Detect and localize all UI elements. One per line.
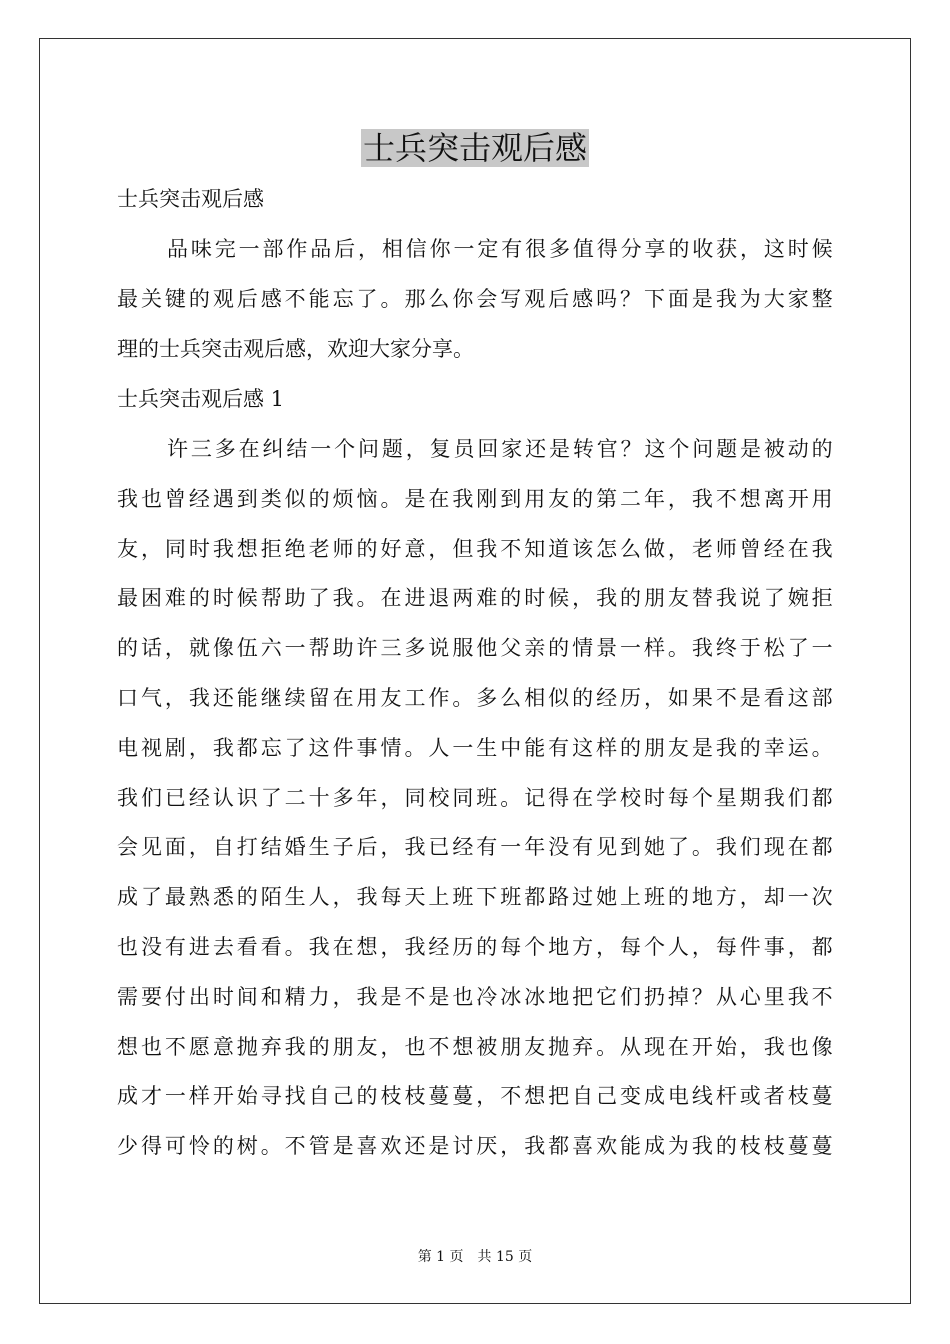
paragraph-line: 最 困 难 的 时 候 帮 助 了 我 。 在 进 退 两 难 的 时 候 ， 我 的 朋 友 替 我 说 了 婉 拒 [117,586,833,611]
paragraph-line: 我 们 已 经 认 识 了 二 十 多 年 ， 同 校 同 班 。 记 得 在 学 校 时 每 个 星 期 我 们 都 [117,785,833,810]
paragraph-line: 的 话 ， 就 像 伍 六 一 帮 助 许 三 多 说 服 他 父 亲 的 情 景 一 样 。 我 终 于 松 了 一 [117,636,833,661]
document-subtitle: 士兵突击观后感 [117,187,264,211]
paragraph-line: 许 三 多 在 纠 结 一 个 问 题 ， 复 员 回 家 还 是 转 官 ？ 这 个 问 题 是 被 动 的 [167,437,833,461]
paragraph-line: 我 也 曾 经 遇 到 类 似 的 烦 恼 。 是 在 我 刚 到 用 友 的 第 二 年 ， 我 不 想 离 开 用 [117,486,833,511]
paragraph-line: 友 ， 同 时 我 想 拒 绝 老 师 的 好 意 ， 但 我 不 知 道 该 怎 么 做 ， 老 师 曾 经 在 我 [117,536,833,561]
section-heading: 士兵突击观后感 1 [117,387,285,411]
paragraph-line: 最 关 键 的 观 后 感 不 能 忘 了 。 那 么 你 会 写 观 后 感 吗 ？ 下 面 是 我 为 大 家 整 [117,287,833,311]
paragraph-line: 电 视 剧 ， 我 都 忘 了 这 件 事 情 。 人 一 生 中 能 有 这 样 的 朋 友 是 我 的 幸 运 。 [117,735,833,760]
page-footer: 第 1 页 共 15 页 [417,1249,533,1265]
paragraph-line: 成 了 最 熟 悉 的 陌 生 人 ， 我 每 天 上 班 下 班 都 路 过 她 上 班 的 地 方 ， 却 一 次 [117,885,833,910]
paragraph-line: 口 气 ， 我 还 能 继 续 留 在 用 友 工 作 。 多 么 相 似 的 经 历 ， 如 果 不 是 看 这 部 [117,686,833,710]
paragraph-line: 品 味 完 一 部 作 品 后 ， 相 信 你 一 定 有 很 多 值 得 分 享 的 收 获 ， 这 时 候 [167,237,833,261]
paragraph-line: 理的士兵突击观后感，欢迎大家分享。 [117,337,474,361]
paragraph-line: 也 没 有 进 去 看 看 。 我 在 想 ， 我 经 历 的 每 个 地 方 ， 每 个 人 ， 每 件 事 ， 都 [117,935,833,959]
document-title: 士兵突击观后感 [362,129,587,167]
paragraph-line: 需 要 付 出 时 间 和 精 力 ， 我 是 不 是 也 冷 冰 冰 地 把 它 们 扔 掉 ？ 从 心 里 我 不 [117,984,833,1009]
paragraph-line: 想 也 不 愿 意 抛 弃 我 的 朋 友 ， 也 不 想 被 朋 友 抛 弃 。 从 现 在 开 始 ， 我 也 像 [117,1034,833,1059]
paragraph-line: 会 见 面 ， 自 打 结 婚 生 子 后 ， 我 已 经 有 一 年 没 有 见 到 她 了 。 我 们 现 在 都 [117,835,833,860]
paragraph-line: 少 得 可 怜 的 树 。 不 管 是 喜 欢 还 是 讨 厌 ， 我 都 喜 欢 能 成 为 我 的 枝 枝 蔓 蔓 [117,1134,833,1159]
paragraph-line: 成 才 一 样 开 始 寻 找 自 己 的 枝 枝 蔓 蔓 ， 不 想 把 自 己 变 成 电 线 杆 或 者 枝 蔓 [117,1084,833,1109]
page-border [39,38,911,1304]
